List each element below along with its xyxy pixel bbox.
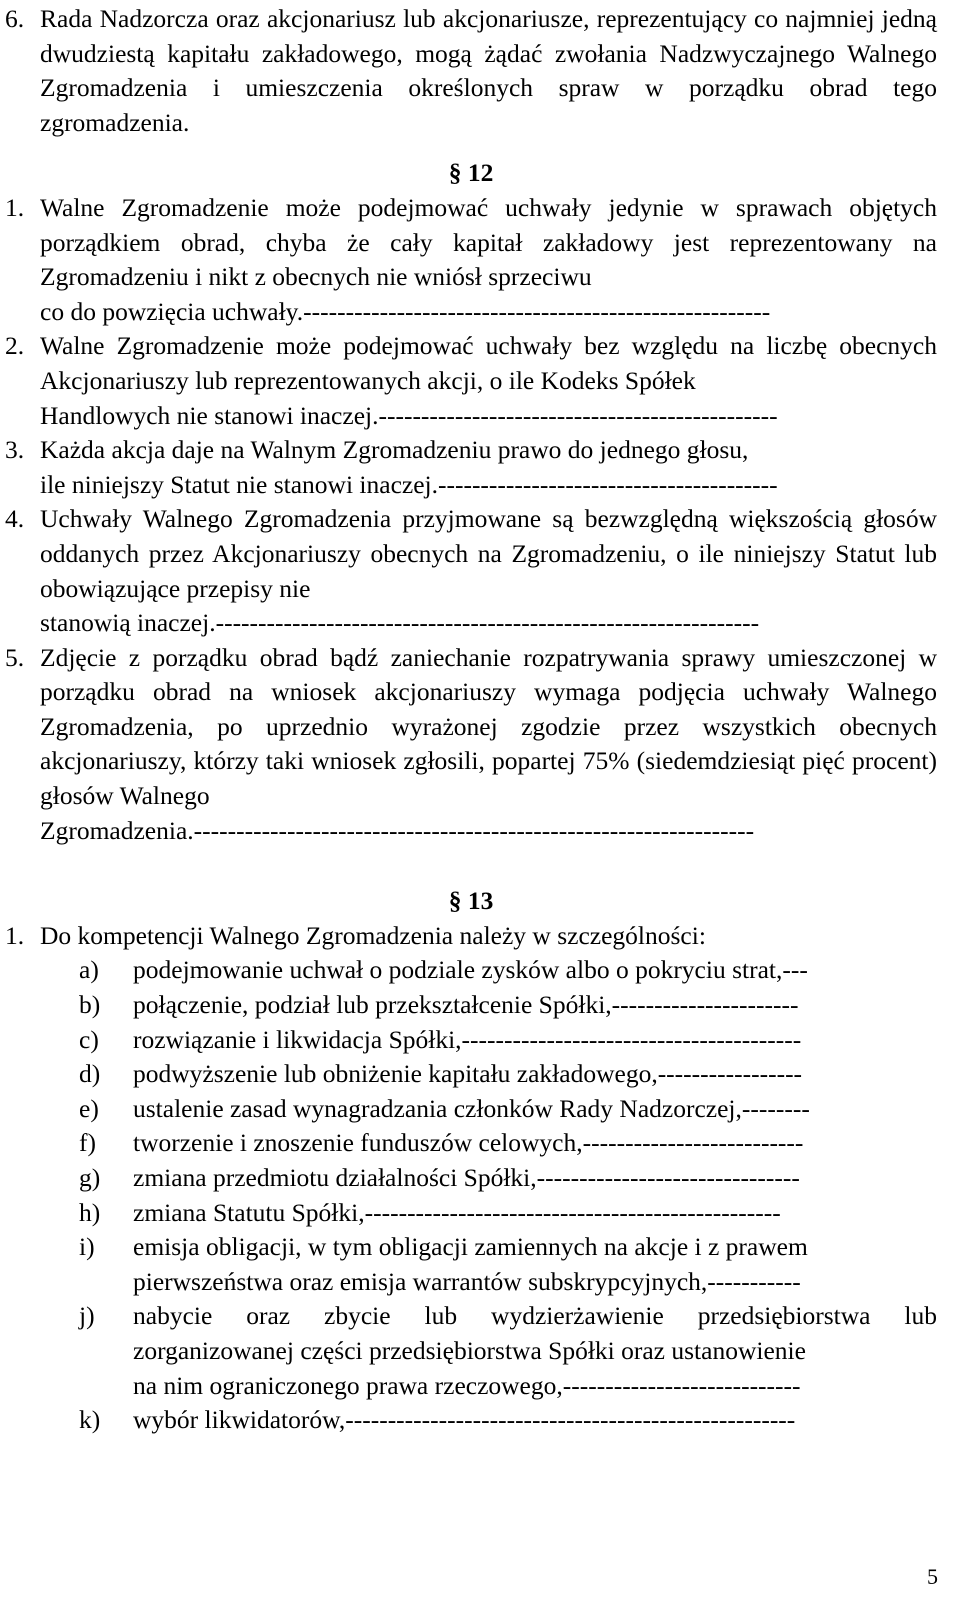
sub-item-label: f) (79, 1128, 96, 1158)
section-heading-12: § 12 (448, 158, 494, 188)
item-number: 3. (5, 435, 25, 465)
sub-item-text: wybór likwidatorów,----------------------------------------------------- (133, 1405, 796, 1435)
document-page (5, 2, 937, 1438)
sub-item-text: emisja obligacji, w tym obligacji zamiennych na akcje i z prawem (133, 1232, 808, 1262)
sub-item-b (5, 988, 937, 1023)
sub-item-label: j) (79, 1301, 95, 1331)
sub-item-text: zmiana Statutu Spółki,------------------------------------------------- (133, 1197, 781, 1227)
sub-item-last-line: pierwszeństwa oraz emisja warrantów subskrypcyjnych,----------- (133, 1266, 801, 1296)
paragraph-12-item-2 (5, 329, 937, 433)
sub-item-h (5, 1196, 937, 1231)
paragraph-13-item-1 (5, 919, 937, 954)
sub-item-k (5, 1403, 937, 1438)
paragraph-12-item-5 (5, 641, 937, 849)
item-text: Walne Zgromadzenie może podejmować uchwały bez względu na liczbę obecnych Akcjonariuszy lub reprezentowanych akcji, o ile Kodeks Spółek (40, 331, 937, 395)
paragraph-12-item-1 (5, 191, 937, 329)
sub-item-text: połączenie, podział lub przekształcenie Spółki,---------------------- (133, 990, 799, 1020)
sub-item-e (5, 1092, 937, 1127)
item-last-line: Handlowych nie stanowi inaczej.----------------------------------------------- (40, 400, 778, 430)
item-text: Uchwały Walnego Zgromadzenia przyjmowane są bezwzględną większością głosów oddanych przez Akcjonariuszy obecnych na Zgromadzeniu, o ile niniejszy Statut lub obowiązujące przepisy nie (40, 504, 937, 603)
sub-item-label: a) (79, 955, 99, 985)
item-text: Rada Nadzorcza oraz akcjonariusz lub akcjonariusze, reprezentujący co najmniej jedną dwudziestą kapitału zakładowego, mogą żądać zwołania Nadzwyczajnego Walnego Zgromadzenia i umieszczenia określonych spraw w porządku obrad tego zgromadzenia. (40, 4, 937, 137)
sub-item-g (5, 1161, 937, 1196)
paragraph-11-item-6 (5, 2, 937, 140)
sub-item-text: nabycie oraz zbycie lub wydzierżawienie przedsiębiorstwa lub zorganizowanej części przedsiębiorstwa Spółki oraz ustanowienie (133, 1301, 937, 1365)
item-number: 4. (5, 504, 25, 534)
sub-item-text: zmiana przedmiotu działalności Spółki,------------------------------- (133, 1163, 800, 1192)
paragraph-12-item-4 (5, 502, 937, 640)
page-number: 5 (927, 1564, 938, 1589)
sub-item-a (5, 953, 937, 988)
item-number: 6. (5, 4, 25, 33)
item-last-line: stanowią inaczej.---------------------------------------------------------------- (40, 608, 760, 638)
item-last-line: ile niniejszy Statut nie stanowi inaczej.---------------------------------------- (40, 469, 778, 499)
sub-item-label: g) (79, 1163, 101, 1192)
sub-item-j (5, 1299, 937, 1403)
item-number: 1. (5, 192, 25, 222)
item-number: 5. (5, 642, 25, 672)
section-heading-13: § 13 (448, 886, 494, 916)
sub-item-label: c) (79, 1024, 99, 1054)
sub-item-text: podwyższenie lub obniżenie kapitału zakładowego,----------------- (133, 1059, 803, 1089)
sub-item-i (5, 1230, 937, 1299)
sub-item-text: rozwiązanie i likwidacja Spółki,---------------------------------------- (133, 1024, 802, 1054)
sub-item-label: h) (79, 1197, 101, 1227)
sub-item-last-line: na nim ograniczonego prawa rzeczowego,---------------------------- (133, 1370, 801, 1400)
item-last-line: Zgromadzenia.------------------------------------------------------------------ (40, 815, 755, 845)
item-text: Do kompetencji Walnego Zgromadzenia należy w szczególności: (40, 920, 706, 950)
item-text: Każda akcja daje na Walnym Zgromadzeniu prawo do jednego głosu, (40, 435, 749, 465)
sub-item-label: i) (79, 1232, 95, 1262)
item-number: 1. (5, 920, 25, 950)
sub-item-label: e) (79, 1093, 99, 1123)
sub-item-c (5, 1023, 937, 1058)
sub-item-d (5, 1057, 937, 1092)
sub-item-f (5, 1126, 937, 1161)
sub-item-text: tworzenie i znoszenie funduszów celowych,-------------------------- (133, 1128, 804, 1158)
item-number: 2. (5, 331, 25, 361)
item-text: Zdjęcie z porządku obrad bądź zaniechanie rozpatrywania sprawy umieszczonej w porządku obrad na wniosek akcjonariuszy wymaga podjęcia uchwały Walnego Zgromadzenia, po uprzednio wyrażonej zgodzie przez wszystkich obecnych akcjonariuszy, którzy taki wniosek zgłosili, popartej 75% (siedemdziesiąt pięć procent) głosów Walnego (40, 642, 937, 811)
item-last-line: co do powzięcia uchwały.------------------------------------------------------- (40, 296, 771, 326)
paragraph-12-item-3 (5, 433, 937, 502)
sub-item-text: podejmowanie uchwał o podziale zysków albo o pokryciu strat,--- (133, 955, 808, 985)
sub-item-label: d) (79, 1059, 101, 1089)
item-text: Walne Zgromadzenie może podejmować uchwały jedynie w sprawach objętych porządkiem obrad, chyba że cały kapitał zakładowy jest reprezentowany na Zgromadzeniu i nikt z obecnych nie wniósł sprzeciwu (40, 192, 937, 292)
sub-item-label: k) (79, 1405, 101, 1435)
sub-item-text: ustalenie zasad wynagradzania członków Rady Nadzorczej,-------- (133, 1093, 810, 1123)
sub-item-label: b) (79, 990, 101, 1020)
